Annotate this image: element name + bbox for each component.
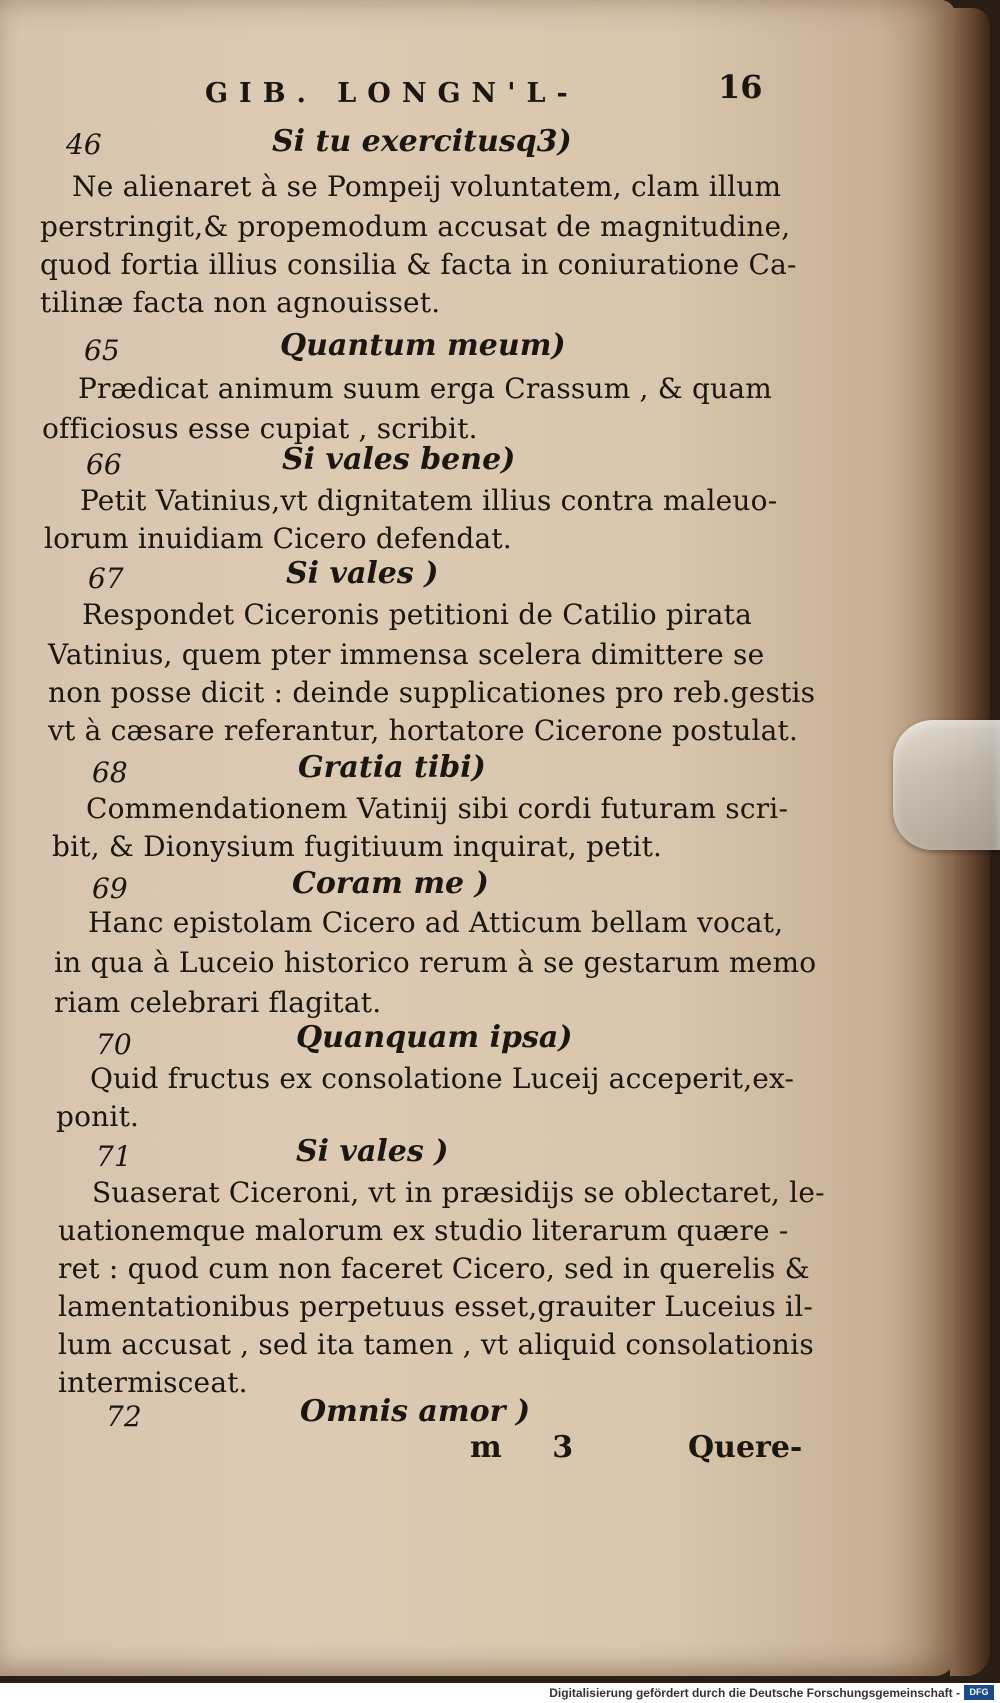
text-line: lamentationibus perpetuus esset,grauiter Luceius il- [58, 1290, 814, 1323]
text-line: tilinæ facta non agnouisset. [40, 286, 441, 319]
running-title: GIB. LONGN'L- [205, 78, 579, 109]
text-line: Vatinius, quem pter immensa scelera dimittere se [48, 638, 765, 671]
text-line: Commendationem Vatinij sibi cordi futuram scri- [86, 792, 789, 825]
entry-number: 70 [96, 1028, 132, 1061]
entry-title: Si vales ) [286, 556, 439, 591]
text-line: lorum inuidiam Cicero defendat. [44, 522, 512, 555]
entry-title: Si vales bene) [282, 442, 516, 477]
text-line: Suaserat Ciceroni, vt in præsidijs se oblectaret, le- [92, 1176, 825, 1209]
entry-number: 71 [96, 1140, 132, 1173]
text-line: bit, & Dionysium fugitiuum inquirat, petit. [52, 830, 663, 863]
text-line: vt à cæsare referantur, hortatore Cicerone postulat. [48, 714, 799, 747]
text-line: officiosus esse cupiat , scribit. [42, 412, 478, 445]
entry-number: 46 [66, 128, 102, 161]
entry-number: 68 [92, 756, 128, 789]
page-clip [893, 720, 1000, 850]
catchword: Quere- [688, 1430, 803, 1465]
text-line: Ne alienaret à se Pompeij voluntatem, clam illum [72, 170, 782, 203]
entry-title: Coram me ) [292, 866, 489, 901]
text-line: in qua à Luceio historico rerum à se gestarum memo [54, 946, 817, 979]
entry-number: 72 [106, 1400, 142, 1433]
text-line: riam celebrari flagitat. [54, 986, 382, 1019]
signature-mark: m 3 [470, 1430, 594, 1465]
page-number: 16 [718, 68, 763, 106]
text-line: Prædicat animum suum erga Crassum , & quam [78, 372, 772, 405]
text-line: Respondet Ciceronis petitioni de Catilio pirata [82, 598, 752, 631]
text-line: Hanc epistolam Cicero ad Atticum bellam vocat, [88, 906, 784, 939]
text-line: Petit Vatinius,vt dignitatem illius contra maleuo- [80, 484, 778, 517]
entry-title: Quantum meum) [280, 328, 566, 363]
text-line: uationemque malorum ex studio literarum quære - [58, 1214, 789, 1247]
text-line: lum accusat , sed ita tamen , vt aliquid consolationis [58, 1328, 814, 1361]
text-line: intermisceat. [58, 1366, 248, 1399]
text-line: perstringit,& propemodum accusat de magnitudine, [40, 210, 791, 243]
entry-number: 65 [84, 334, 120, 367]
entry-title: Si tu exercitusq3) [272, 124, 572, 159]
entry-title: Omnis amor ) [300, 1394, 531, 1429]
entry-title: Gratia tibi) [298, 750, 486, 785]
text-line: quod fortia illius consilia & facta in coniuratione Ca- [40, 248, 797, 281]
text-line: non posse dicit : deinde supplicationes pro reb.gestis [48, 676, 816, 709]
text-line: Quid fructus ex consolatione Luceij acceperit,ex- [90, 1062, 795, 1095]
entry-title: Quanquam ipsa) [296, 1020, 573, 1055]
text-line: ret : quod cum non faceret Cicero, sed in querelis & [58, 1252, 810, 1285]
dfg-logo-icon: DFG [964, 1685, 994, 1700]
footer-bar [0, 1683, 1000, 1703]
entry-number: 69 [92, 872, 128, 905]
entry-number: 66 [86, 448, 122, 481]
text-line: ponit. [56, 1100, 140, 1133]
footer-credit: Digitalisierung gefördert durch die Deutsche Forschungsgemeinschaft - [549, 1686, 960, 1700]
entry-title: Si vales ) [296, 1134, 449, 1169]
entry-number: 67 [88, 562, 124, 595]
